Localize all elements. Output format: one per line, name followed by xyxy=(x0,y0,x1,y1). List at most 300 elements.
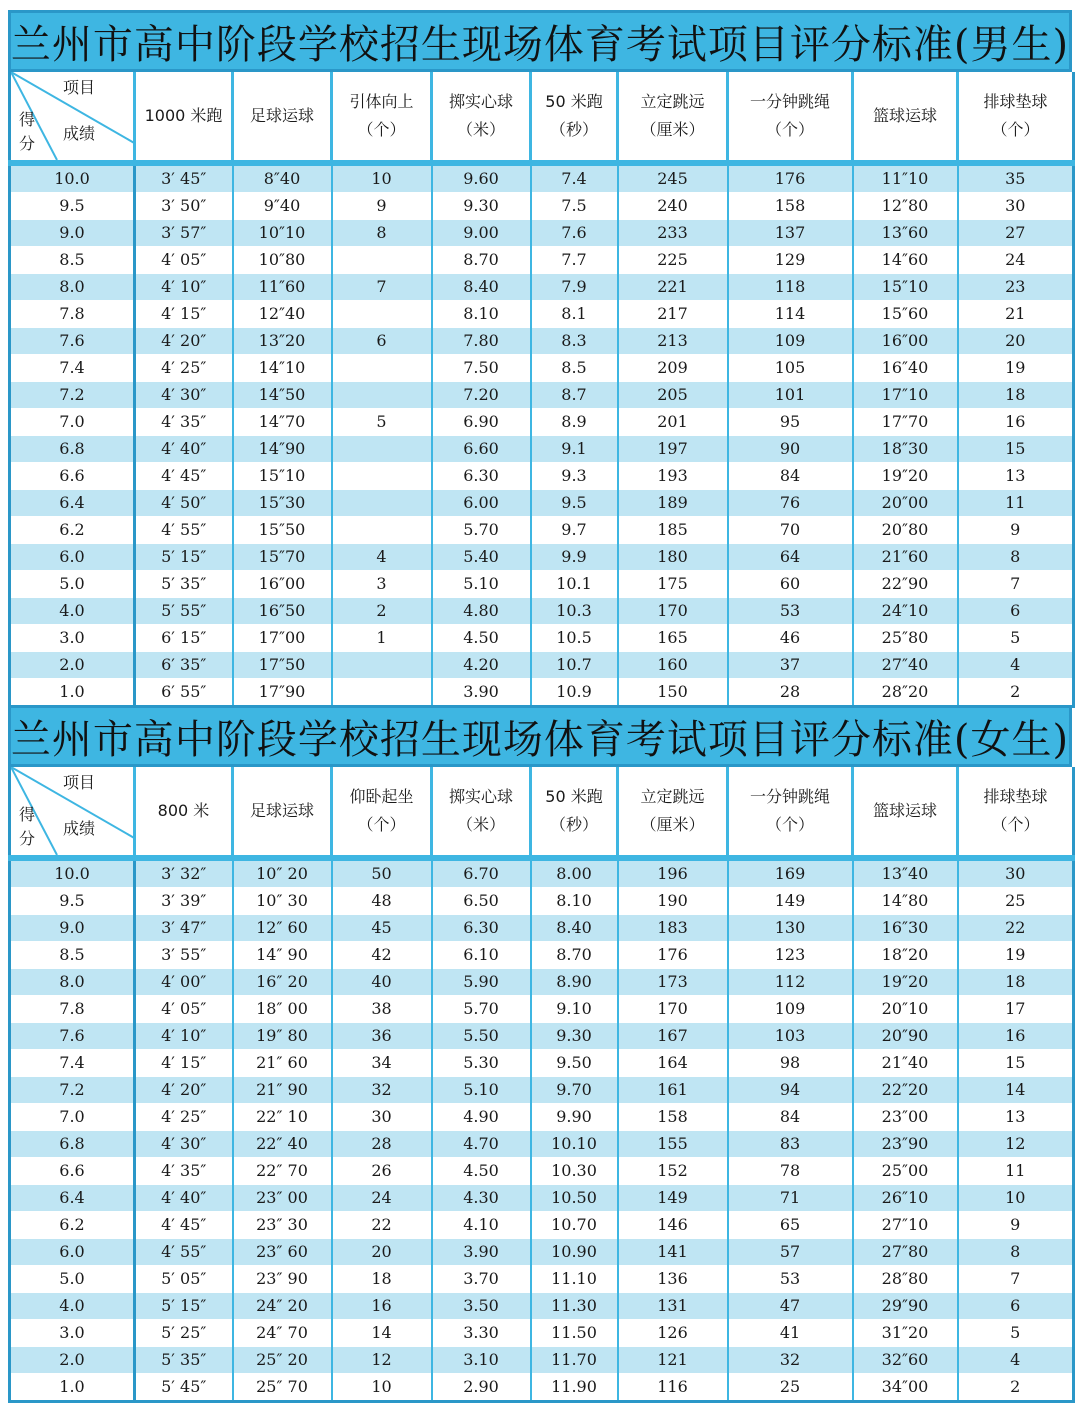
value-cell: 2 xyxy=(332,598,432,625)
value-cell: 10.3 xyxy=(531,598,618,625)
value-cell: 24″ 20 xyxy=(233,1293,332,1320)
value-cell: 11.30 xyxy=(531,1293,618,1320)
value-cell: 24″10 xyxy=(853,598,958,625)
value-cell: 10.1 xyxy=(531,571,618,598)
value-cell: 7.4 xyxy=(531,163,618,193)
value-cell: 32″60 xyxy=(853,1347,958,1374)
value-cell: 189 xyxy=(618,490,728,517)
value-cell: 27″40 xyxy=(853,652,958,679)
value-cell: 28 xyxy=(332,1131,432,1158)
value-cell: 13 xyxy=(958,463,1074,490)
score-cell: 7.2 xyxy=(10,382,135,409)
value-cell: 20″90 xyxy=(853,1023,958,1050)
table-row xyxy=(10,1131,1074,1158)
value-cell: 193 xyxy=(618,463,728,490)
value-cell: 70 xyxy=(728,517,853,544)
value-cell: 4.80 xyxy=(432,598,531,625)
value-cell: 18″30 xyxy=(853,436,958,463)
value-cell: 28″20 xyxy=(853,679,958,707)
value-cell: 8.70 xyxy=(531,942,618,969)
table-row xyxy=(10,163,1074,193)
score-cell: 7.8 xyxy=(10,996,135,1023)
table-row xyxy=(10,1050,1074,1077)
value-cell: 4′ 15″ xyxy=(135,301,233,328)
value-cell: 9.3 xyxy=(531,463,618,490)
value-cell: 4′ 20″ xyxy=(135,1077,233,1104)
value-cell: 149 xyxy=(618,1185,728,1212)
value-cell: 21″40 xyxy=(853,1050,958,1077)
corner-score-label-b: 分 xyxy=(19,829,36,848)
value-cell: 9.7 xyxy=(531,517,618,544)
value-cell: 22″ 70 xyxy=(233,1158,332,1185)
value-cell: 7.80 xyxy=(432,328,531,355)
value-cell: 37 xyxy=(728,652,853,679)
column-header-label: 篮球运球 xyxy=(872,801,937,820)
value-cell: 15 xyxy=(958,436,1074,463)
value-cell: 45 xyxy=(332,915,432,942)
table-row xyxy=(10,490,1074,517)
value-cell: 3′ 45″ xyxy=(135,163,233,193)
score-cell: 8.5 xyxy=(10,247,135,274)
column-header xyxy=(432,72,531,163)
value-cell: 4′ 05″ xyxy=(135,996,233,1023)
value-cell: 3′ 55″ xyxy=(135,942,233,969)
value-cell: 14″60 xyxy=(853,247,958,274)
column-header-unit: （秒） xyxy=(549,120,598,139)
column-header xyxy=(233,767,332,858)
value-cell: 7 xyxy=(958,571,1074,598)
value-cell xyxy=(332,355,432,382)
value-cell: 3.30 xyxy=(432,1320,531,1347)
score-cell: 6.2 xyxy=(10,517,135,544)
score-cell: 7.0 xyxy=(10,1104,135,1131)
value-cell: 28″80 xyxy=(853,1266,958,1293)
value-cell: 65 xyxy=(728,1212,853,1239)
value-cell: 6.90 xyxy=(432,409,531,436)
value-cell: 112 xyxy=(728,969,853,996)
value-cell: 90 xyxy=(728,436,853,463)
value-cell: 169 xyxy=(728,858,853,888)
corner-grade-label: 成绩 xyxy=(63,819,96,838)
value-cell: 4′ 50″ xyxy=(135,490,233,517)
value-cell: 10 xyxy=(332,1374,432,1402)
value-cell: 9.70 xyxy=(531,1077,618,1104)
score-cell: 9.5 xyxy=(10,888,135,915)
value-cell: 137 xyxy=(728,220,853,247)
score-cell: 6.4 xyxy=(10,490,135,517)
value-cell: 4′ 05″ xyxy=(135,247,233,274)
value-cell: 12 xyxy=(958,1131,1074,1158)
value-cell: 13″40 xyxy=(853,858,958,888)
column-header xyxy=(531,767,618,858)
value-cell: 26 xyxy=(332,1158,432,1185)
value-cell: 149 xyxy=(728,888,853,915)
value-cell: 4′ 45″ xyxy=(135,1212,233,1239)
value-cell: 53 xyxy=(728,1266,853,1293)
value-cell: 17″70 xyxy=(853,409,958,436)
value-cell: 16″ 20 xyxy=(233,969,332,996)
column-header-unit: （个） xyxy=(991,120,1040,139)
score-cell: 7.0 xyxy=(10,409,135,436)
value-cell: 15″50 xyxy=(233,517,332,544)
value-cell: 57 xyxy=(728,1239,853,1266)
value-cell: 4.10 xyxy=(432,1212,531,1239)
value-cell: 4′ 30″ xyxy=(135,1131,233,1158)
value-cell: 10.90 xyxy=(531,1239,618,1266)
value-cell: 9.5 xyxy=(531,490,618,517)
value-cell: 4.70 xyxy=(432,1131,531,1158)
score-cell: 10.0 xyxy=(10,858,135,888)
value-cell: 29″90 xyxy=(853,1293,958,1320)
female-score-table xyxy=(8,767,1075,1403)
value-cell xyxy=(332,652,432,679)
value-cell: 60 xyxy=(728,571,853,598)
value-cell: 13 xyxy=(958,1104,1074,1131)
value-cell: 24 xyxy=(958,247,1074,274)
value-cell: 3′ 57″ xyxy=(135,220,233,247)
value-cell: 7.5 xyxy=(531,193,618,220)
score-cell: 4.0 xyxy=(10,1293,135,1320)
value-cell: 118 xyxy=(728,274,853,301)
value-cell: 5.30 xyxy=(432,1050,531,1077)
value-cell: 53 xyxy=(728,598,853,625)
score-cell: 6.6 xyxy=(10,1158,135,1185)
value-cell: 25″80 xyxy=(853,625,958,652)
value-cell: 4.50 xyxy=(432,1158,531,1185)
value-cell: 9.30 xyxy=(432,193,531,220)
score-cell: 5.0 xyxy=(10,1266,135,1293)
value-cell: 5 xyxy=(958,625,1074,652)
value-cell: 84 xyxy=(728,1104,853,1131)
value-cell: 16″50 xyxy=(233,598,332,625)
value-cell: 5.40 xyxy=(432,544,531,571)
value-cell: 8.10 xyxy=(432,301,531,328)
value-cell: 24 xyxy=(332,1185,432,1212)
value-cell: 5.50 xyxy=(432,1023,531,1050)
table-row xyxy=(10,1158,1074,1185)
value-cell: 3 xyxy=(332,571,432,598)
value-cell: 9 xyxy=(332,193,432,220)
value-cell: 41 xyxy=(728,1320,853,1347)
value-cell: 71 xyxy=(728,1185,853,1212)
column-header xyxy=(958,767,1074,858)
value-cell: 4′ 35″ xyxy=(135,1158,233,1185)
value-cell: 98 xyxy=(728,1050,853,1077)
value-cell: 4′ 00″ xyxy=(135,969,233,996)
value-cell: 11″60 xyxy=(233,274,332,301)
value-cell: 19″20 xyxy=(853,969,958,996)
value-cell: 167 xyxy=(618,1023,728,1050)
value-cell: 6.50 xyxy=(432,888,531,915)
value-cell: 30 xyxy=(332,1104,432,1131)
value-cell: 28 xyxy=(728,679,853,707)
value-cell: 15 xyxy=(958,1050,1074,1077)
value-cell: 4′ 20″ xyxy=(135,328,233,355)
value-cell: 5′ 45″ xyxy=(135,1374,233,1402)
value-cell: 109 xyxy=(728,996,853,1023)
value-cell: 18 xyxy=(332,1266,432,1293)
table-row xyxy=(10,1266,1074,1293)
value-cell: 95 xyxy=(728,409,853,436)
table-row xyxy=(10,1374,1074,1402)
value-cell xyxy=(332,382,432,409)
female-section xyxy=(0,705,1080,1403)
table-row xyxy=(10,915,1074,942)
value-cell: 5.70 xyxy=(432,996,531,1023)
value-cell: 9.60 xyxy=(432,163,531,193)
table-row xyxy=(10,382,1074,409)
score-cell: 2.0 xyxy=(10,652,135,679)
value-cell: 152 xyxy=(618,1158,728,1185)
column-header xyxy=(728,767,853,858)
value-cell: 5′ 25″ xyxy=(135,1320,233,1347)
value-cell: 42 xyxy=(332,942,432,969)
value-cell: 10.9 xyxy=(531,679,618,707)
value-cell: 4′ 10″ xyxy=(135,1023,233,1050)
value-cell: 121 xyxy=(618,1347,728,1374)
value-cell: 40 xyxy=(332,969,432,996)
value-cell: 10.70 xyxy=(531,1212,618,1239)
corner-score-label-b: 分 xyxy=(19,134,36,153)
score-cell: 6.8 xyxy=(10,436,135,463)
value-cell: 8.7 xyxy=(531,382,618,409)
value-cell: 126 xyxy=(618,1320,728,1347)
value-cell: 8.3 xyxy=(531,328,618,355)
value-cell: 14 xyxy=(332,1320,432,1347)
value-cell: 5 xyxy=(332,409,432,436)
value-cell: 205 xyxy=(618,382,728,409)
column-header-label: 立定跳远 xyxy=(640,787,705,806)
value-cell: 8 xyxy=(958,544,1074,571)
value-cell: 18 xyxy=(958,969,1074,996)
value-cell: 27″80 xyxy=(853,1239,958,1266)
value-cell: 32 xyxy=(332,1077,432,1104)
value-cell: 130 xyxy=(728,915,853,942)
value-cell: 19″20 xyxy=(853,463,958,490)
score-cell: 2.0 xyxy=(10,1347,135,1374)
value-cell: 22 xyxy=(332,1212,432,1239)
value-cell: 21″60 xyxy=(853,544,958,571)
value-cell: 94 xyxy=(728,1077,853,1104)
value-cell: 5′ 15″ xyxy=(135,1293,233,1320)
corner-item-label: 项目 xyxy=(63,78,96,97)
value-cell: 22 xyxy=(958,915,1074,942)
value-cell xyxy=(332,517,432,544)
value-cell: 7.7 xyxy=(531,247,618,274)
column-header-unit: （个） xyxy=(765,120,814,139)
value-cell: 3.10 xyxy=(432,1347,531,1374)
value-cell: 8.40 xyxy=(531,915,618,942)
table-row xyxy=(10,625,1074,652)
value-cell: 6.60 xyxy=(432,436,531,463)
value-cell: 8.70 xyxy=(432,247,531,274)
value-cell: 10.30 xyxy=(531,1158,618,1185)
table-row xyxy=(10,328,1074,355)
value-cell: 4′ 40″ xyxy=(135,1185,233,1212)
score-cell: 7.6 xyxy=(10,328,135,355)
male-score-table xyxy=(8,72,1075,708)
column-header-label: 引体向上 xyxy=(349,92,414,111)
value-cell: 6 xyxy=(958,598,1074,625)
female-header-row xyxy=(10,767,1074,858)
table-row xyxy=(10,571,1074,598)
value-cell: 16″30 xyxy=(853,915,958,942)
column-header-unit: （米） xyxy=(456,120,505,139)
value-cell: 7 xyxy=(958,1266,1074,1293)
column-header-label: 50 米跑 xyxy=(545,787,603,806)
male-corner-cell xyxy=(10,72,135,163)
value-cell: 5.70 xyxy=(432,517,531,544)
male-table-body xyxy=(10,163,1074,707)
value-cell: 4′ 55″ xyxy=(135,1239,233,1266)
value-cell: 9.1 xyxy=(531,436,618,463)
value-cell: 11.70 xyxy=(531,1347,618,1374)
value-cell: 10 xyxy=(332,163,432,193)
value-cell: 21 xyxy=(958,301,1074,328)
value-cell: 13″20 xyxy=(233,328,332,355)
value-cell: 6 xyxy=(332,328,432,355)
value-cell: 6′ 35″ xyxy=(135,652,233,679)
value-cell: 30 xyxy=(958,858,1074,888)
value-cell: 11″10 xyxy=(853,163,958,193)
value-cell: 47 xyxy=(728,1293,853,1320)
value-cell: 10.10 xyxy=(531,1131,618,1158)
value-cell: 6 xyxy=(958,1293,1074,1320)
table-row xyxy=(10,463,1074,490)
column-header-label: 50 米跑 xyxy=(545,92,603,111)
value-cell: 23″ 60 xyxy=(233,1239,332,1266)
value-cell: 101 xyxy=(728,382,853,409)
score-cell: 6.4 xyxy=(10,1185,135,1212)
column-header-unit: （米） xyxy=(456,815,505,834)
value-cell: 30 xyxy=(958,193,1074,220)
value-cell: 10.5 xyxy=(531,625,618,652)
value-cell: 11.90 xyxy=(531,1374,618,1402)
value-cell: 3.50 xyxy=(432,1293,531,1320)
value-cell: 245 xyxy=(618,163,728,193)
value-cell: 48 xyxy=(332,888,432,915)
value-cell: 16″00 xyxy=(233,571,332,598)
value-cell: 6′ 15″ xyxy=(135,625,233,652)
value-cell: 22″90 xyxy=(853,571,958,598)
value-cell: 9 xyxy=(958,1212,1074,1239)
value-cell: 141 xyxy=(618,1239,728,1266)
value-cell: 5′ 05″ xyxy=(135,1266,233,1293)
value-cell: 3′ 32″ xyxy=(135,858,233,888)
value-cell: 4 xyxy=(958,1347,1074,1374)
column-header xyxy=(432,767,531,858)
value-cell: 31″20 xyxy=(853,1320,958,1347)
value-cell: 221 xyxy=(618,274,728,301)
value-cell: 165 xyxy=(618,625,728,652)
value-cell: 8.00 xyxy=(531,858,618,888)
value-cell: 11 xyxy=(958,1158,1074,1185)
value-cell: 11.10 xyxy=(531,1266,618,1293)
value-cell: 158 xyxy=(618,1104,728,1131)
value-cell: 5.10 xyxy=(432,571,531,598)
value-cell: 12″ 60 xyxy=(233,915,332,942)
value-cell: 11.50 xyxy=(531,1320,618,1347)
value-cell: 5.90 xyxy=(432,969,531,996)
value-cell: 5′ 35″ xyxy=(135,1347,233,1374)
column-header-unit: （个） xyxy=(991,815,1040,834)
score-cell: 6.0 xyxy=(10,544,135,571)
column-header-unit: （个） xyxy=(357,120,406,139)
value-cell: 14″10 xyxy=(233,355,332,382)
value-cell: 32 xyxy=(728,1347,853,1374)
value-cell xyxy=(332,679,432,707)
value-cell: 114 xyxy=(728,301,853,328)
value-cell: 22″ 40 xyxy=(233,1131,332,1158)
value-cell: 8 xyxy=(958,1239,1074,1266)
column-header-label: 一分钟跳绳 xyxy=(749,787,830,806)
value-cell: 1 xyxy=(332,625,432,652)
value-cell: 8.5 xyxy=(531,355,618,382)
value-cell: 103 xyxy=(728,1023,853,1050)
value-cell: 4′ 25″ xyxy=(135,355,233,382)
column-header-label: 掷实心球 xyxy=(448,92,513,111)
value-cell: 20″80 xyxy=(853,517,958,544)
table-row xyxy=(10,942,1074,969)
column-header-label: 1000 米跑 xyxy=(144,106,223,125)
column-header-label: 仰卧起坐 xyxy=(349,787,414,806)
value-cell: 36 xyxy=(332,1023,432,1050)
value-cell: 160 xyxy=(618,652,728,679)
column-header-label: 立定跳远 xyxy=(640,92,705,111)
value-cell: 3′ 47″ xyxy=(135,915,233,942)
value-cell: 22″20 xyxy=(853,1077,958,1104)
value-cell: 217 xyxy=(618,301,728,328)
value-cell: 19″ 80 xyxy=(233,1023,332,1050)
value-cell: 27 xyxy=(958,220,1074,247)
value-cell: 26″10 xyxy=(853,1185,958,1212)
value-cell: 10.50 xyxy=(531,1185,618,1212)
value-cell: 18″ 00 xyxy=(233,996,332,1023)
value-cell: 9″40 xyxy=(233,193,332,220)
value-cell: 78 xyxy=(728,1158,853,1185)
value-cell: 105 xyxy=(728,355,853,382)
value-cell: 9.90 xyxy=(531,1104,618,1131)
value-cell: 23 xyxy=(958,274,1074,301)
value-cell: 18″20 xyxy=(853,942,958,969)
table-row xyxy=(10,193,1074,220)
column-header-label: 排球垫球 xyxy=(983,92,1048,111)
table-row xyxy=(10,409,1074,436)
table-row xyxy=(10,888,1074,915)
value-cell: 17″10 xyxy=(853,382,958,409)
value-cell: 64 xyxy=(728,544,853,571)
table-row xyxy=(10,544,1074,571)
value-cell: 4.50 xyxy=(432,625,531,652)
value-cell: 7.50 xyxy=(432,355,531,382)
value-cell: 23″ 30 xyxy=(233,1212,332,1239)
score-cell: 8.5 xyxy=(10,942,135,969)
table-row xyxy=(10,858,1074,888)
value-cell: 20 xyxy=(332,1239,432,1266)
value-cell: 25″ 20 xyxy=(233,1347,332,1374)
column-header-label: 一分钟跳绳 xyxy=(749,92,830,111)
value-cell: 197 xyxy=(618,436,728,463)
value-cell: 15″70 xyxy=(233,544,332,571)
value-cell xyxy=(332,490,432,517)
value-cell: 16″00 xyxy=(853,328,958,355)
value-cell: 3′ 39″ xyxy=(135,888,233,915)
value-cell: 150 xyxy=(618,679,728,707)
table-row xyxy=(10,301,1074,328)
table-row xyxy=(10,1347,1074,1374)
value-cell: 16″40 xyxy=(853,355,958,382)
value-cell: 18 xyxy=(958,382,1074,409)
